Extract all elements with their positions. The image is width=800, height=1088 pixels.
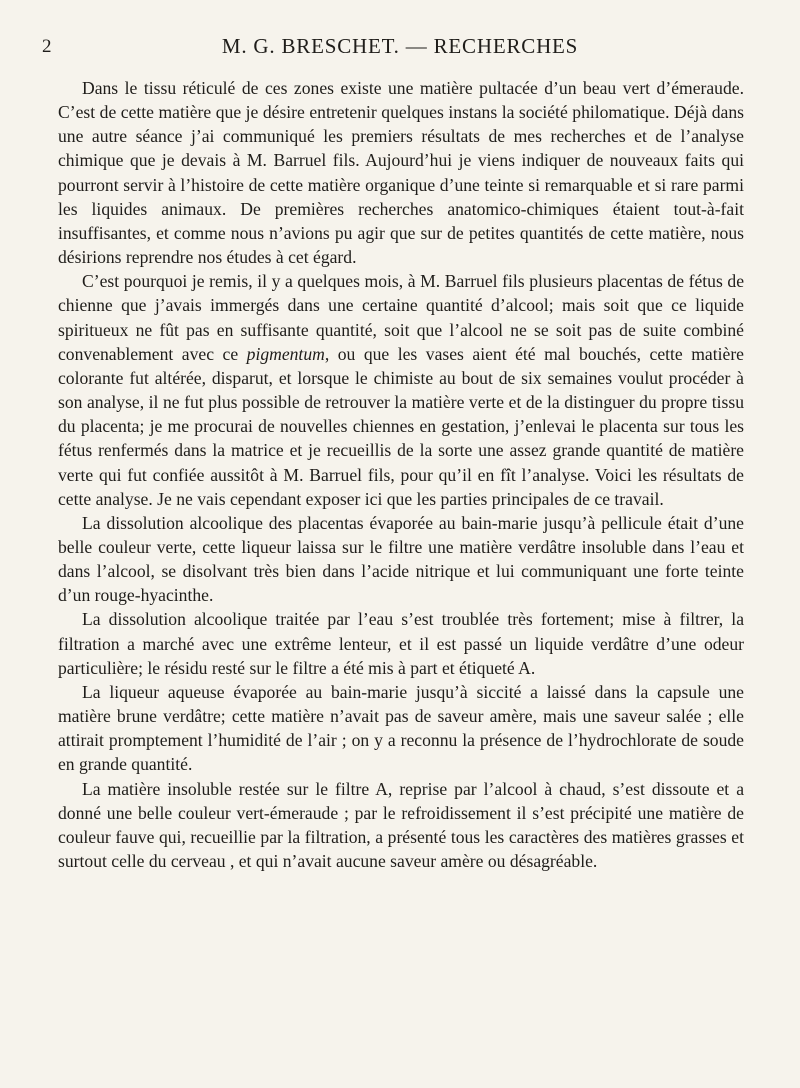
paragraph-3: La dissolution alcoolique des placentas évaporée au bain-marie jusqu’à pellicule était d’une belle couleur verte, cette liqueur laissa sur le filtre une matière verdâtre insoluble dans l’eau et dans l’alcool, se disolvant très bien dans l’acide nitrique et lui communiquant une forte teinte d’un rouge-hyacinthe. bbox=[58, 512, 744, 606]
running-title: M. G. BRESCHET. — RECHERCHES bbox=[221, 34, 579, 58]
paragraph-2-part-2: , ou que les vases aient été mal bouchés, cette matière colorante fut altérée, disparut, et lorsque le chimiste au bout de six semaines voulut procéder à son analyse, il ne fut plus possible de retrouver la matière verte et de la distinguer du propre tissu du placenta; je me procurai de nouvelles chiennes en gestation, j’enlevai le placenta sur tous les fétus renfermés dans la matrice et je recueillis de la sorte une assez grande quantité de matière verte qui fut confiée aussitôt à M. Barruel fils, pour qu’il en fît l’analyse. Voici les résultats de cette analyse. Je ne vais cependant exposer ici que les parties principales de ce travail. bbox=[58, 343, 744, 509]
paragraph-6: La matière insoluble restée sur le filtre A, reprise par l’alcool à chaud, s’est dissoute et a donné une belle couleur vert-émeraude ; par le refroidissement il s’est précipité une matière de couleur fauve qui, recueillie par la filtration, a présenté tous les caractères des matières grasses et surtout celle du cerveau , et qui n’avait aucune saveur amère ou désagréable. bbox=[58, 778, 744, 871]
italic-term-pigmentum: pigmentum bbox=[246, 343, 325, 364]
paragraph-1: Dans le tissu réticulé de ces zones existe une matière pultacée d’un beau vert d’émeraude. C’est de cette matière que je désire entretenir quelques instans la société philomatique. Déjà dans une autre séance j’ai communiqué les premiers résultats de mes recherches et de l’analyse chimique que je devais à M. Barruel fils. Aujourd’hui je viens indiquer de nouveaux faits qui pourront servir à l’histoire de cette matière organique d’une teinte si remarquable et si rare parmi les liquides animaux. De premières recherches anatomico-chimiques étaient tout-à-fait insuffisantes, et comme nous n’avions pu agir que sur de petites quantités de cette matière, nous désirions reprendre nos études à cet égard. bbox=[58, 78, 744, 268]
page-number: 2 bbox=[42, 36, 52, 57]
page-header bbox=[0, 34, 800, 64]
body-text bbox=[58, 76, 744, 873]
paragraph-4: La dissolution alcoolique traitée par l’eau s’est troublée très fortement; mise à filtrer, la filtration a marché avec une extrême lenteur, et il est passé un liquide verdâtre d’une odeur particulière; le résidu resté sur le filtre a été mis à part et étiqueté A. bbox=[58, 609, 744, 678]
paragraph-2-part-1: C’est pourquoi je remis, il y a quelques mois, à M. Barruel fils plusieurs placentas de fétus de chienne que j’avais immergés dans une certaine quantité d’alcool; mais soit que ce liquide spiritueux ne fût pas en suffisante quantité, soit que l’alcool ne se soit pas de suite combiné convenablement avec ce bbox=[58, 271, 744, 364]
paragraph-5: La liqueur aqueuse évaporée au bain-marie jusqu’à siccité a laissé dans la capsule une matière brune verdâtre; cette matière n’avait pas de saveur amère, mais une saveur salée ; elle attirait promptement l’humidité de l’air ; on y a reconnu la présence de l’hydrochlorate de soude en grande quantité. bbox=[58, 681, 744, 775]
paragraph-2 bbox=[58, 269, 744, 511]
